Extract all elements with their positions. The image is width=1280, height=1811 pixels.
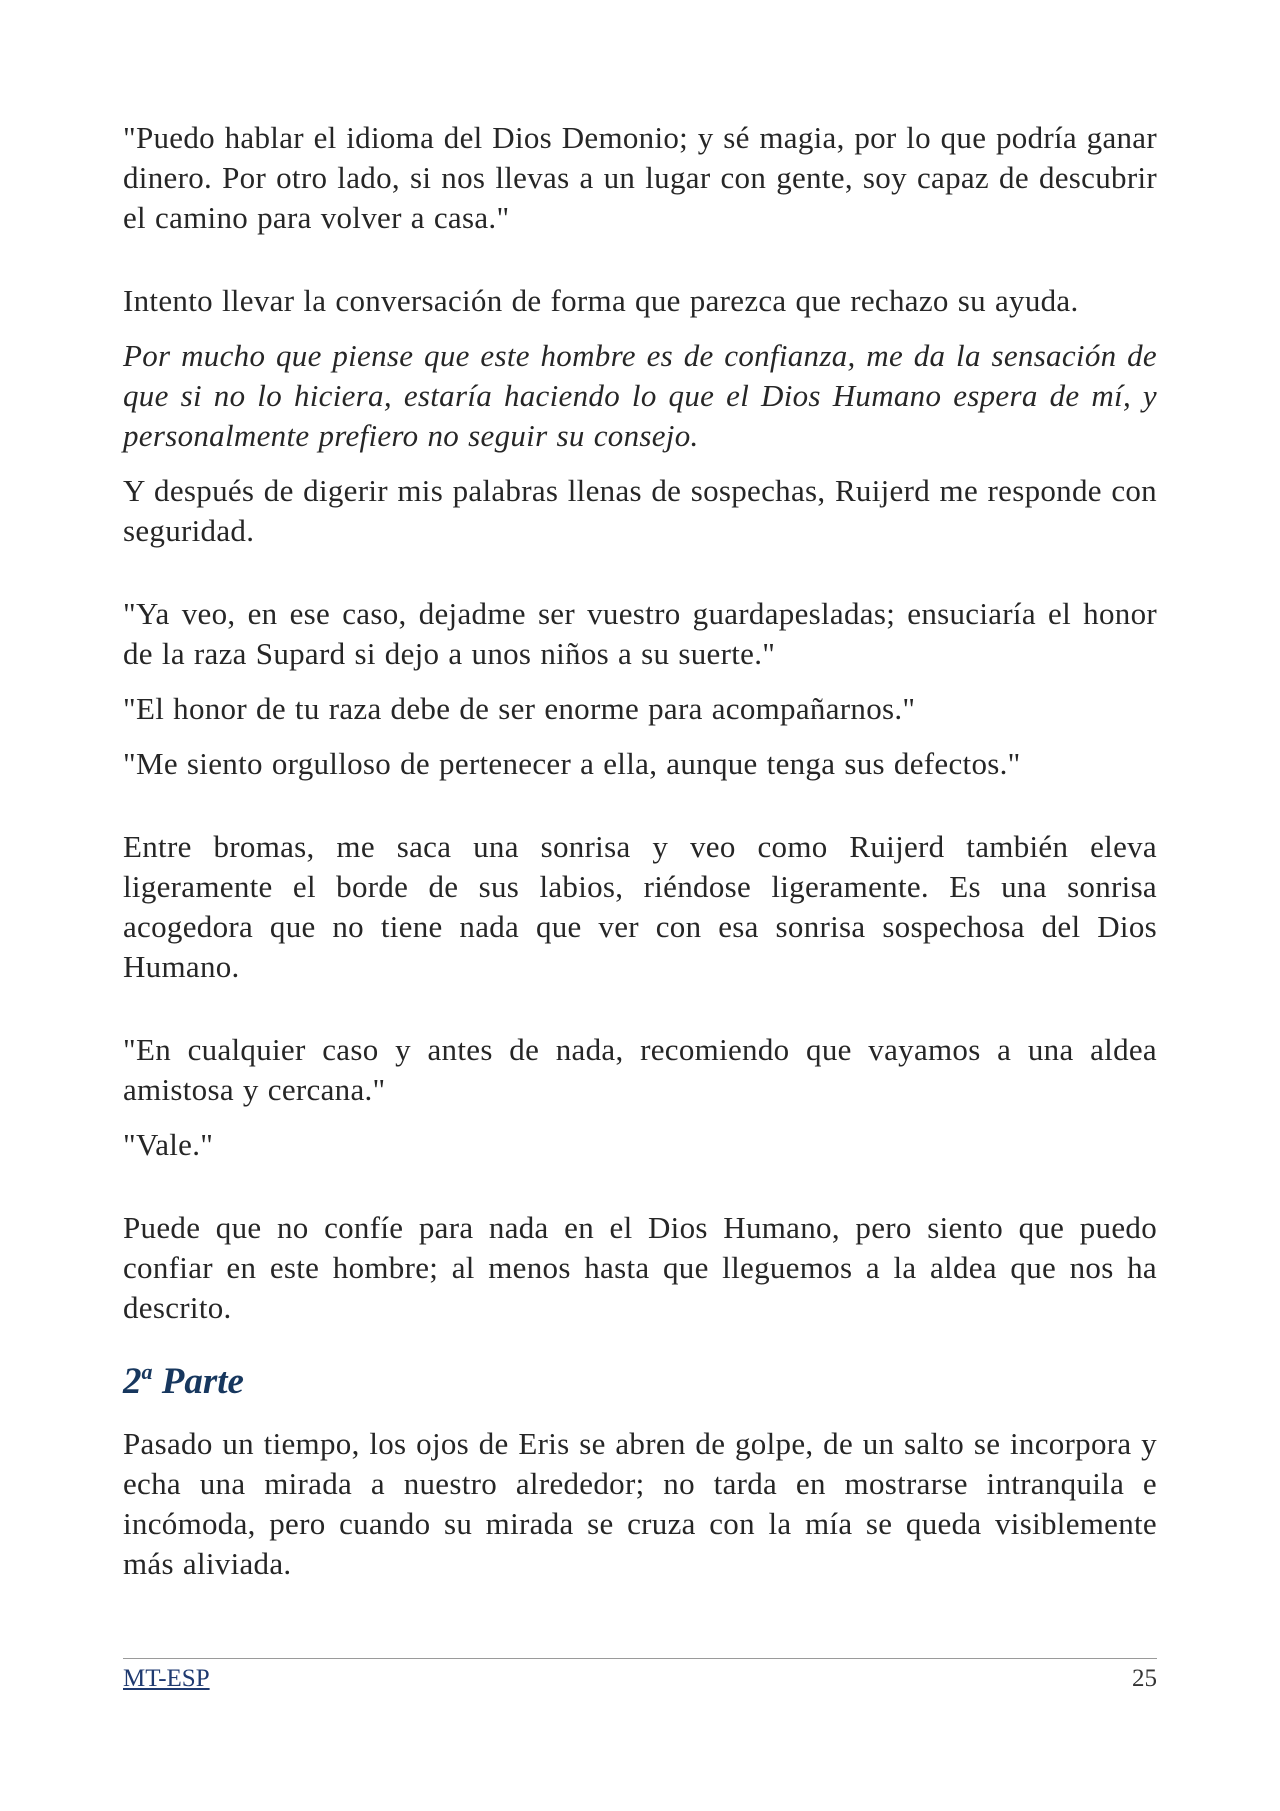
paragraph-11: Puede que no confíe para nada en el Dios Humano, pero siento que puedo confiar en este hombre; al menos hasta que lleguemos a la aldea que nos ha descrito. (123, 1210, 1157, 1325)
paragraph-9: "En cualquier caso y antes de nada, recomiendo que vayamos a una aldea amistosa y cercana." (123, 1032, 1157, 1107)
section-ordinal: a (141, 1359, 153, 1384)
page-body (123, 118, 1157, 1584)
paragraph-1: "Puedo hablar el idioma del Dios Demonio; y sé magia, por lo que podría ganar dinero. Por otro lado, si nos llevas a un lugar con gente, soy capaz de descubrir el camino para volver a casa." (123, 120, 1157, 235)
section-paragraph: Pasado un tiempo, los ojos de Eris se abren de golpe, de un salto se incorpora y echa una mirada a nuestro alrededor; no tarda en mostrarse intranquila e incómoda, pero cuando su mirada se cruza con la mía se queda visiblemente más aliviada. (123, 1426, 1157, 1581)
paragraph-10: "Vale." (123, 1127, 214, 1162)
paragraph-8: Entre bromas, me saca una sonrisa y veo como Ruijerd también eleva ligeramente el borde de sus labios, riéndose ligeramente. Es una sonrisa acogedora que no tiene nada que ver con esa sonrisa sospechosa del Dios Humano. (123, 829, 1157, 984)
paragraph-3-italic: Por mucho que piense que este hombre es de confianza, me da la sensación de que si no lo hiciera, estaría haciendo lo que el Dios Humano espera de mí, y personalmente prefiero no seguir su consejo. (123, 338, 1157, 453)
paragraph-7: "Me siento orgulloso de pertenecer a ella, aunque tenga sus defectos." (123, 746, 1021, 781)
paragraph-4: Y después de digerir mis palabras llenas de sospechas, Ruijerd me responde con seguridad. (123, 473, 1157, 548)
section-title: Parte (161, 1361, 244, 1402)
footer-link[interactable]: MT-ESP (123, 1665, 210, 1692)
paragraph-2: Intento llevar la conversación de forma que parezca que rechazo su ayuda. (123, 283, 1079, 318)
section-heading (123, 1360, 1157, 1404)
section-number: 2 (123, 1361, 142, 1402)
page-number: 25 (1132, 1665, 1157, 1692)
page-footer (123, 1658, 1157, 1695)
paragraph-6: "El honor de tu raza debe de ser enorme para acompañarnos." (123, 691, 916, 726)
paragraph-5: "Ya veo, en ese caso, dejadme ser vuestro guardapesladas; ensuciaría el honor de la raza Supard si dejo a unos niños a su suerte." (123, 596, 1157, 671)
